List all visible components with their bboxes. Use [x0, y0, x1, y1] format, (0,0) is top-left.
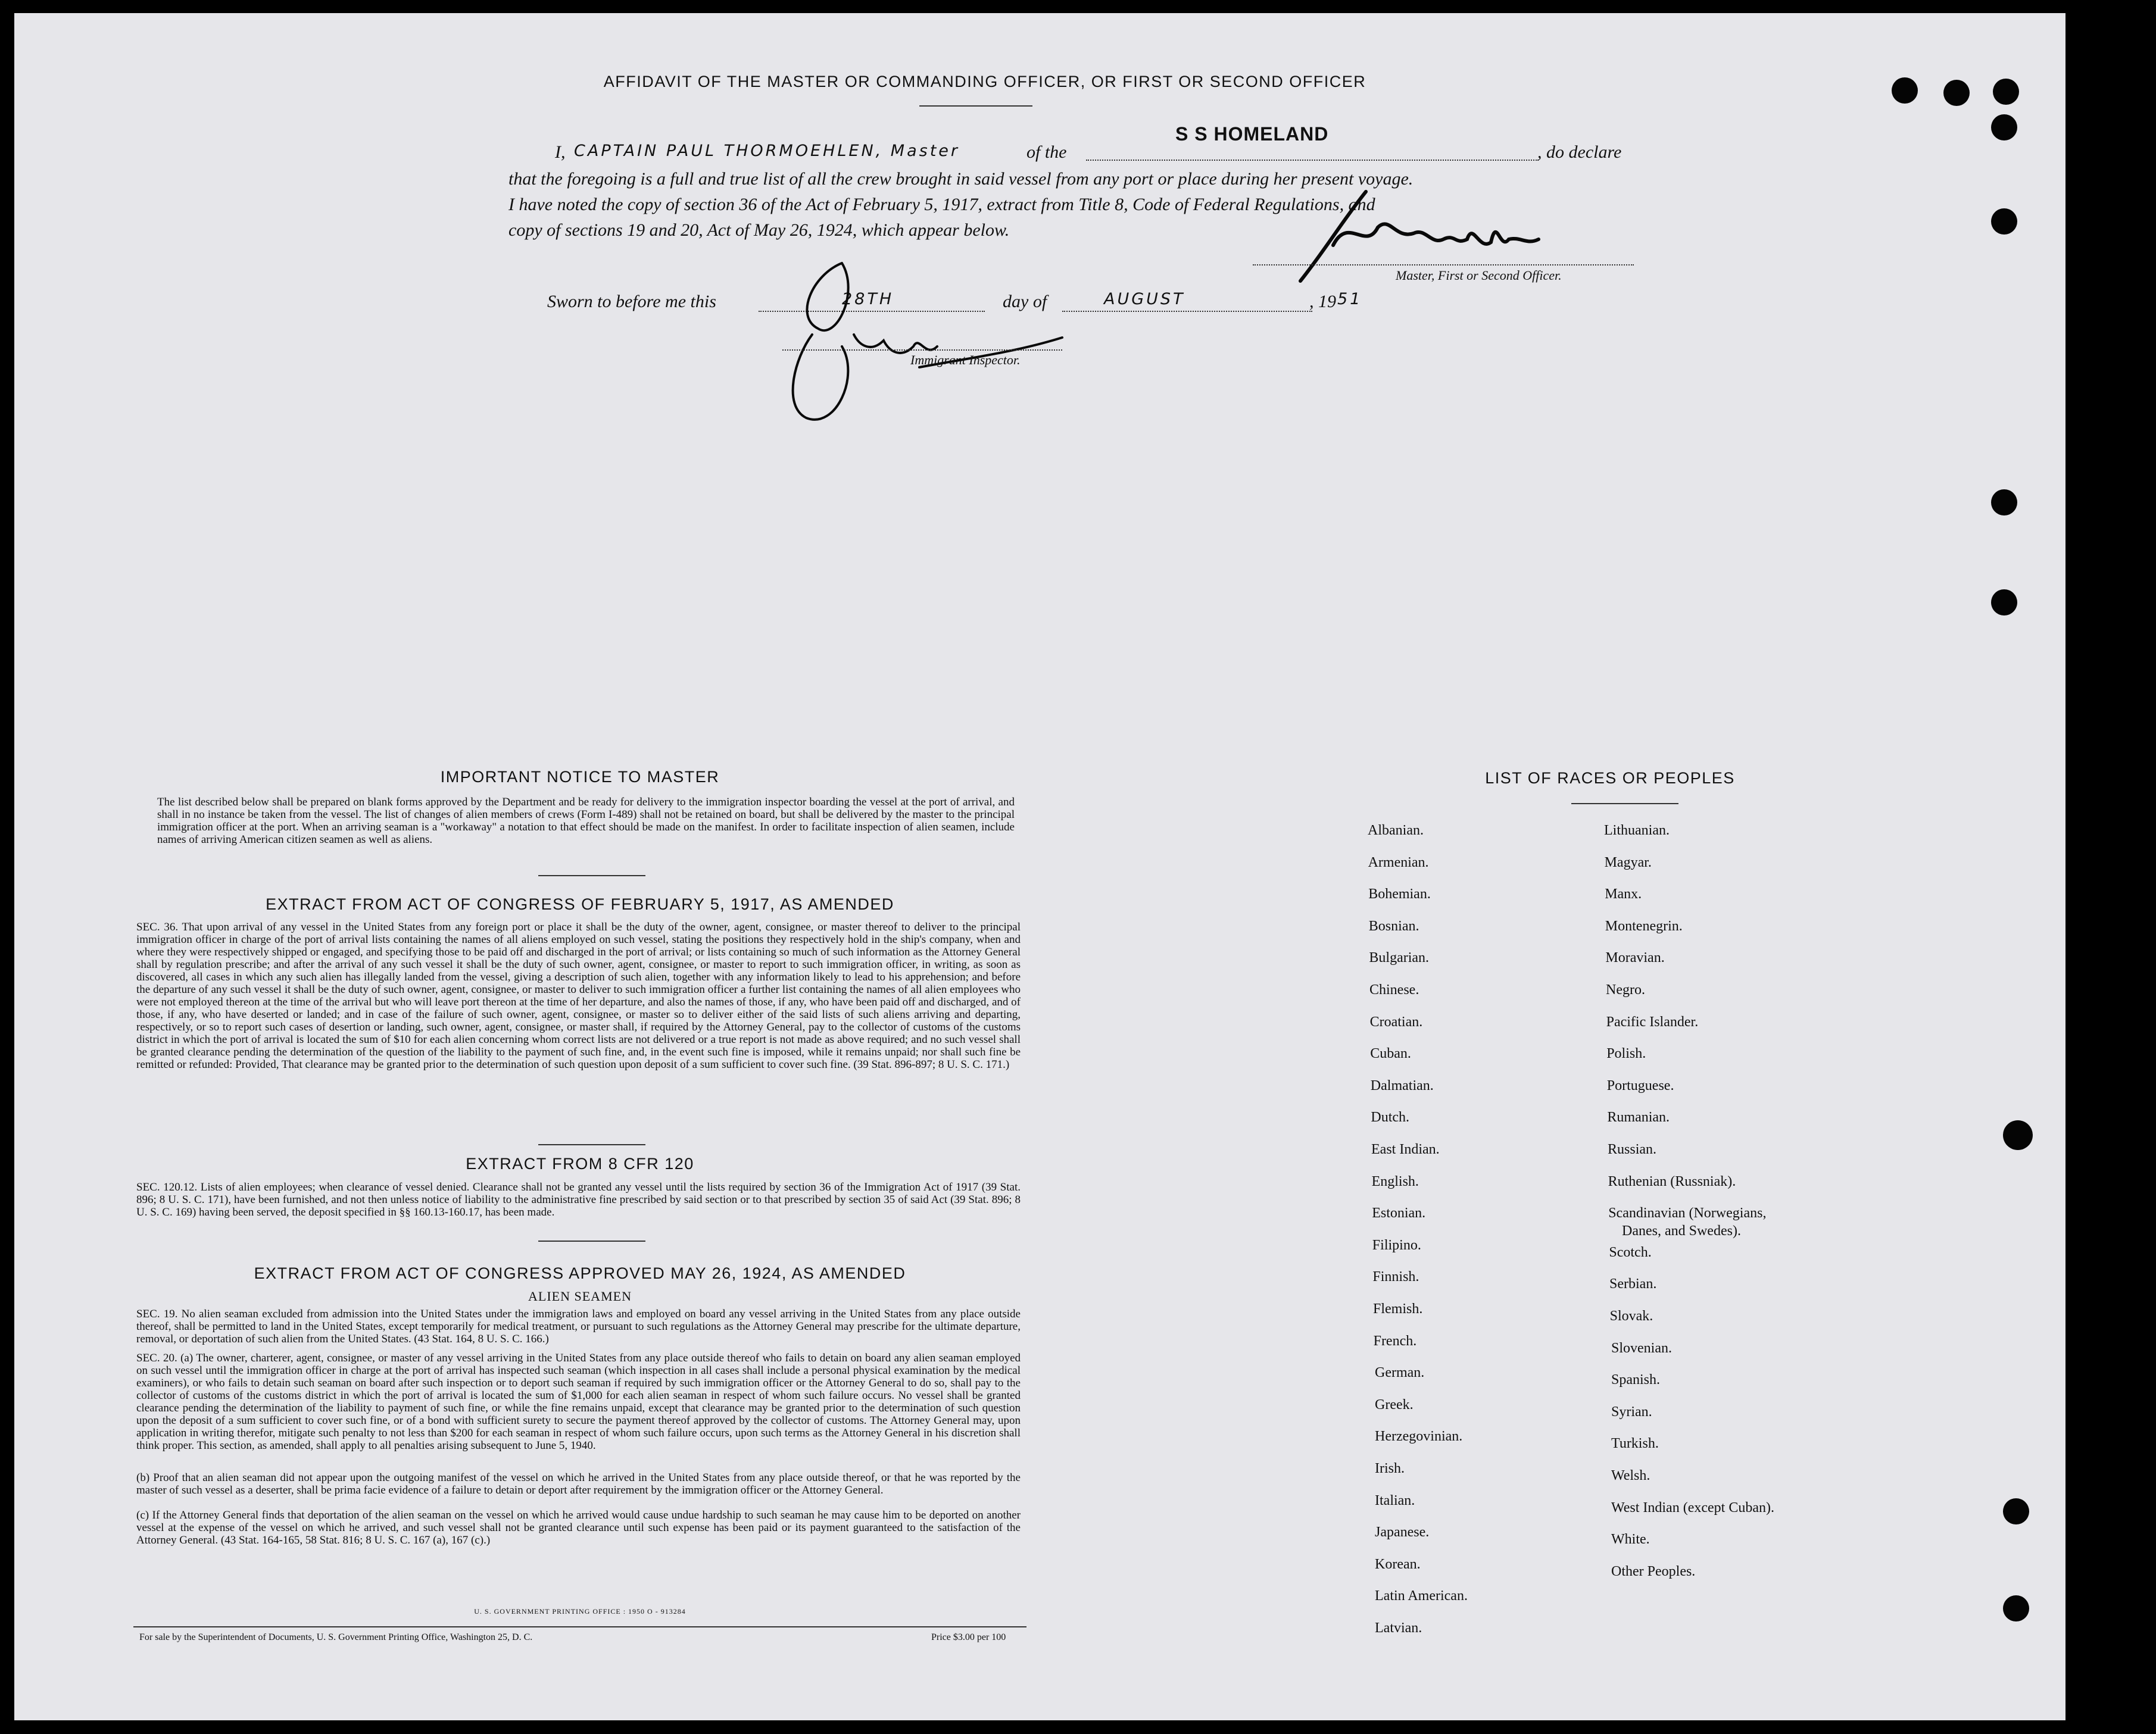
race-item: Rumanian. — [1607, 1110, 1670, 1126]
sworn-day: 28TH — [842, 290, 894, 308]
race-item: Albanian. — [1368, 823, 1424, 838]
year-prefix: , 19 — [1309, 292, 1336, 311]
race-item: Ruthenian (Russniak). — [1608, 1173, 1736, 1189]
race-item: Portuguese. — [1606, 1077, 1674, 1093]
footer-price: Price $3.00 per 100 — [931, 1632, 1006, 1642]
race-item: Dalmatian. — [1370, 1077, 1434, 1093]
race-item: Montenegrin. — [1605, 918, 1683, 934]
race-item: Spanish. — [1611, 1372, 1661, 1388]
printing-office-line: U. S. GOVERNMENT PRINTING OFFICE : 1950 O - 913284 — [474, 1607, 686, 1616]
sworn-prefix: Sworn to before me this — [547, 292, 716, 311]
binder-hole — [1993, 79, 2019, 105]
of-the-label: of the — [1026, 142, 1067, 162]
race-item: Herzegovinian. — [1375, 1429, 1463, 1445]
inspector-signature-line — [782, 349, 1062, 351]
race-item: Slovenian. — [1611, 1340, 1672, 1356]
divider-3 — [538, 1241, 645, 1242]
binder-hole — [1892, 77, 1918, 104]
race-item: Turkish. — [1611, 1436, 1659, 1452]
binder-hole — [2003, 1595, 2029, 1621]
binder-hole — [1991, 208, 2017, 235]
binder-hole — [1991, 589, 2017, 616]
race-item: Pacific Islander. — [1606, 1014, 1699, 1030]
sworn-month-line — [1062, 311, 1312, 312]
race-item: Lithuanian. — [1604, 823, 1670, 838]
binder-hole — [1943, 80, 1970, 106]
race-item: White. — [1611, 1532, 1650, 1548]
race-item: Magyar. — [1604, 854, 1652, 870]
race-item: Scotch. — [1609, 1244, 1652, 1260]
inspector-caption: Immigrant Inspector. — [910, 352, 1021, 367]
race-item: Bulgarian. — [1369, 950, 1430, 966]
race-item: Chinese. — [1369, 982, 1419, 998]
race-item: Korean. — [1375, 1556, 1421, 1572]
race-item: Irish. — [1375, 1461, 1405, 1476]
race-item: English. — [1371, 1173, 1419, 1189]
race-item: Syrian. — [1611, 1404, 1652, 1420]
race-item: Dutch. — [1371, 1110, 1410, 1126]
divider-2 — [538, 1144, 645, 1145]
race-item: Greek. — [1375, 1396, 1414, 1413]
race-item: Croatian. — [1369, 1014, 1423, 1030]
binder-hole — [2003, 1120, 2033, 1150]
race-item: Filipino. — [1372, 1237, 1421, 1253]
race-item: Flemish. — [1373, 1301, 1423, 1317]
extract-1917-title: EXTRACT FROM ACT OF CONGRESS OF FEBRUARY 5, 1917, AS AMENDED — [266, 895, 894, 913]
notice-title: IMPORTANT NOTICE TO MASTER — [440, 768, 720, 786]
race-item: Welsh. — [1611, 1468, 1650, 1483]
line1-prefix: I, — [555, 142, 566, 162]
race-item: Estonian. — [1372, 1205, 1426, 1221]
extract-1924-para2: SEC. 20. (a) The owner, charterer, agent, consignee, or master of any vessel arriving in the United States from any place outside thereof who fails to detain on board any alien seaman employed on such vessel until the immigration officer in charge at the port of arrival has inspected such seaman (which inspection in all cases shall include a personal physical examination by the medical examiners), or who fails to detain such seaman on board after such inspection or to deport such seaman if required by such immigration officer or the Attorney General to do so, shall pay to the collector of customs of the customs district in which the port of arrival is located the sum of $1,000 for each alien seaman in respect of whom such failure occurs. No vessel shall be granted clearance pending the determination of the liability to payment of such fine, or while the fine remains unpaid, except that clearance may be granted prior to the determination of such question upon the deposit of a sum sufficient to cover such fine, or of a bond with sufficient surety to secure the payment thereof approved by the collector of customs. The Attorney General may, upon application in writing therefor, mitigate such penalty to not less than $200 for each seaman in respect of whom such failure occurs, upon such terms as the Attorney General in his discretion shall think proper. This section, as amended, shall apply to all penalties arising subsequent to June 5, 1940. — [136, 1352, 1021, 1452]
affidavit-line2: that the foregoing is a full and true list of all the crew brought in said vessel from any port or place during her present voyage. — [508, 169, 1414, 189]
document-page — [14, 13, 2065, 1720]
footer-rule — [133, 1626, 1026, 1627]
extract-1924-para1: SEC. 19. No alien seaman excluded from admission into the United States under the immigration laws and employed on board any vessel arriving in the United States from any place outside thereof, shall be permitted to land in the United States, except temporarily for medical treatment, or pursuant to such regulations as the Attorney General may prescribe for the ultimate departure, removal, or deportation of such alien from the United States. (43 Stat. 164, 8 U. S. C. 166.) — [136, 1308, 1021, 1345]
race-item: Negro. — [1606, 982, 1645, 998]
race-item: German. — [1375, 1365, 1425, 1381]
race-item: Slovak. — [1609, 1308, 1653, 1324]
sworn-month: AUGUST — [1104, 290, 1185, 308]
divider-1 — [538, 875, 645, 876]
extract-1917-body: SEC. 36. That upon arrival of any vessel in the United States from any foreign port or place it shall be the duty of the owner, agent, consignee, or master thereof to deliver to the principal immigration officer in charge of the port of arrival lists containing the names of all aliens employed on such vessel, stating the positions they respectively hold in the ship's company, when and where they were respectively shipped or engaged, and specifying those to be paid off and discharged in the port of arrival; or lists containing so much of such information as the Attorney General shall by regulation prescribe; and after the arrival of any such vessel it shall be the duty of such owner, agent, consignee, or master to report to such immigration officer, in writing, as soon as discovered, all cases in which any such alien has illegally landed from the vessel, giving a description of such alien, together with any information likely to lead to his apprehension; and before the departure of any such vessel it shall be the duty of such owner, agent, consignee, or master to deliver to such immigration officer a further list containing the names of all alien employees who were not employed thereon at the time of the arrival but who will leave port thereon at the time of her departure, and also the names of those, if any, who have been paid off and discharged, and of those, if any, who have deserted or landed; and in case of the failure of such owner, agent, consignee, or master so to deliver either of the said lists of such aliens arriving and departing, respectively, or so to report such cases of desertion or landing, such owner, agent, consignee, or master shall, if required by the Attorney General, pay to the collector of customs of the customs district in which the port of arrival is located the sum of $10 for each alien concerning whom correct lists are not delivered or a true report is not made as above required; and no such vessel shall be granted clearance pending the determination of the question of the liability to the payment of such fine, and, in the event such fine is imposed, while it remains unpaid; nor shall such fine be remitted or refunded: Provided, That clearance may be granted prior to the determination of such question upon deposit of a sum sufficient to cover such fine. (39 Stat. 896-897; 8 U. S. C. 171.) — [136, 921, 1021, 1071]
binder-hole — [1991, 489, 2017, 515]
race-item: Bohemian. — [1368, 886, 1431, 902]
race-item: Latin American. — [1375, 1588, 1468, 1604]
affidavit-title: AFFIDAVIT OF THE MASTER OR COMMANDING OFFICER, OR FIRST OR SECOND OFFICER — [603, 73, 1366, 90]
race-item: Italian. — [1375, 1492, 1415, 1508]
race-item: Bosnian. — [1368, 918, 1419, 934]
extract-1924-title: EXTRACT FROM ACT OF CONGRESS APPROVED MAY 26, 1924, AS AMENDED — [254, 1264, 906, 1282]
race-item: Moravian. — [1605, 950, 1665, 966]
extract-1924-para3: (b) Proof that an alien seaman did not appear upon the outgoing manifest of the vessel on which he arrived in the United States from any place outside thereof, or that he was reported by the master of such vessel as a deserter, shall be prima facie evidence of a failure to detain or deport after requirement by the immigration officer or the Attorney General. — [136, 1471, 1021, 1496]
vessel-line — [1086, 160, 1539, 161]
do-declare-label: , do declare — [1537, 142, 1622, 162]
footer-sale-note: For sale by the Superintendent of Documents, U. S. Government Printing Office, Washington 25, D. C. — [139, 1632, 533, 1642]
extract-1924-para4: (c) If the Attorney General finds that deportation of the alien seaman on the vessel on which he arrived would cause undue hardship to such seaman he may cause him to be deported on another vessel at the expense of the vessel on which he arrived, and such vessel shall not be granted clearance until such expense has been paid or its payment guaranteed to the satisfaction of the Attorney General. (43 Stat. 164-165, 58 Stat. 816; 8 U. S. C. 167 (a), 167 (c).) — [136, 1509, 1021, 1546]
race-item: Finnish. — [1372, 1269, 1419, 1285]
race-item: Japanese. — [1375, 1524, 1430, 1541]
races-title: LIST OF RACES OR PEOPLES — [1485, 769, 1735, 787]
race-item: West Indian (except Cuban). — [1611, 1499, 1774, 1516]
notice-body: The list described below shall be prepared on blank forms approved by the Department and be ready for delivery to the immigration inspector boarding the vessel at the port of arrival, and shall in no instance be taken from the vessel. The list of changes of alien members of crews (Form I-489) shall not be retained on board, but shall be delivered by the master to the principal immigration officer at the port. When an arriving seaman is a "workaway" a notation to that effect should be made on the manifest. In order to facilitate inspection of alien seamen, include names of arriving American citizen seamen as well as aliens. — [157, 796, 1015, 846]
race-item: East Indian. — [1371, 1142, 1440, 1157]
race-item: Danes, and Swedes). — [1622, 1223, 1741, 1239]
race-item: Russian. — [1608, 1142, 1657, 1157]
affidavit-line4: copy of sections 19 and 20, Act of May 26, 1924, which appear below. — [508, 220, 1010, 240]
master-caption: Master, First or Second Officer. — [1396, 268, 1562, 283]
race-item: Armenian. — [1368, 854, 1429, 870]
vessel-name: S S HOMELAND — [1175, 123, 1329, 145]
race-item: Latvian. — [1375, 1620, 1422, 1636]
race-item: French. — [1373, 1333, 1417, 1349]
race-item: Cuban. — [1370, 1046, 1411, 1062]
master-name: CAPTAIN PAUL THORMOEHLEN, Master — [574, 142, 960, 160]
race-item: Other Peoples. — [1611, 1563, 1696, 1579]
title-underline — [919, 105, 1032, 107]
binder-hole — [2003, 1498, 2029, 1524]
race-item: Polish. — [1606, 1046, 1646, 1062]
extract-1924-subtitle: ALIEN SEAMEN — [528, 1289, 632, 1304]
affidavit-line3: I have noted the copy of section 36 of the Act of February 5, 1917, extract from Title 8, Code of Federal Regulations, and — [508, 195, 1375, 214]
race-item: Manx. — [1605, 886, 1642, 902]
binder-hole — [1991, 114, 2017, 140]
races-underline — [1571, 803, 1678, 804]
inspector-signature — [741, 239, 1074, 442]
race-item: Serbian. — [1609, 1276, 1657, 1292]
race-item: Scandinavian (Norwegians, — [1608, 1205, 1767, 1221]
day-of-label: day of — [1003, 292, 1047, 311]
extract-cfr-body: SEC. 120.12. Lists of alien employees; when clearance of vessel denied. Clearance shall not be granted any vessel until the lists required by section 36 of the Immigration Act of 1917 (39 Stat. 896; 8 U. S. C. 171), have been furnished, and not then unless notice of liability to the administrative fine prescribed by said section or to that prescribed by section 35 of said Act (39 Stat. 896; 8 U. S. C. 169) having been served, the deposit specified in §§ 160.13-160.17, has been made. — [136, 1181, 1021, 1219]
extract-cfr-title: EXTRACT FROM 8 CFR 120 — [466, 1155, 694, 1173]
year-suffix: 51 — [1337, 290, 1363, 308]
master-signature-line — [1253, 264, 1634, 265]
